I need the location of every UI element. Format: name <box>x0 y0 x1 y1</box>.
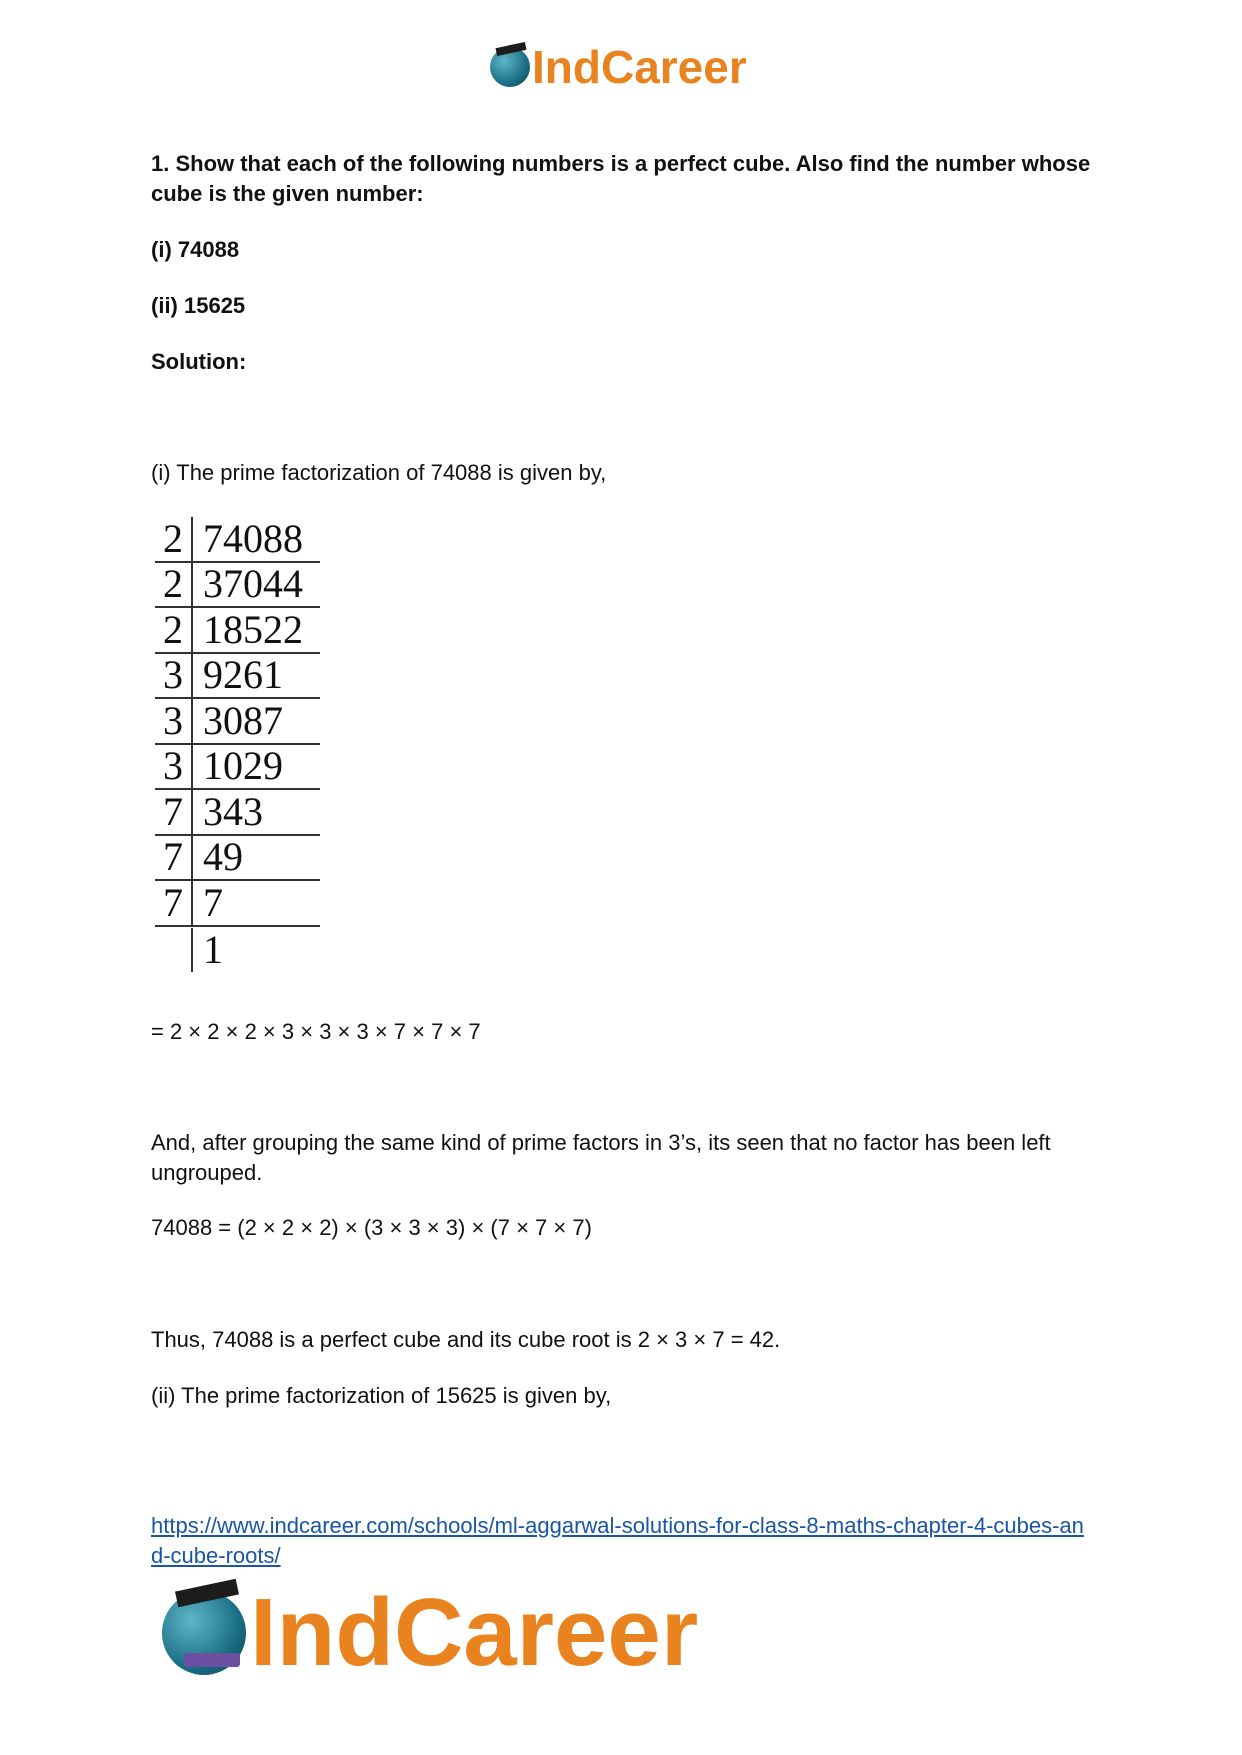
factor-row <box>155 927 320 973</box>
solution-label: Solution: <box>151 349 247 374</box>
factor-value: 37044 <box>191 562 320 608</box>
factor-row <box>155 517 320 563</box>
factor-product: = 2 × 2 × 2 × 3 × 3 × 3 × 7 × 7 × 7 <box>151 1019 481 1044</box>
graduation-cap-icon <box>175 1579 239 1608</box>
factor-value: 1 <box>191 928 320 972</box>
factor-divisor: 3 <box>155 744 191 790</box>
globe-icon <box>490 47 530 87</box>
factor-value: 1029 <box>191 744 320 790</box>
solution-intro-ii: (ii) The prime factorization of 15625 is given by, <box>151 1383 612 1408</box>
factor-value: 9261 <box>191 653 320 699</box>
factor-row <box>155 836 320 882</box>
grouping-explanation: And, after grouping the same kind of prime factors in 3’s, its seen that no factor has been left ungrouped. <box>151 1130 1051 1185</box>
logo-text: IndCareer <box>532 41 747 93</box>
graduation-cap-icon <box>495 42 526 56</box>
question-title: 1. Show that each of the following numbers is a perfect cube. Also find the number whose cube is the given number: <box>151 151 1091 206</box>
factor-row <box>155 654 320 700</box>
conclusion-i: Thus, 74088 is a perfect cube and its cube root is 2 × 3 × 7 = 42. <box>151 1327 781 1352</box>
factor-divisor: 2 <box>155 562 191 608</box>
factor-value: 74088 <box>191 517 320 563</box>
factor-row <box>155 745 320 791</box>
solution-intro-i: (i) The prime factorization of 74088 is given by, <box>151 460 607 485</box>
factor-row <box>155 699 320 745</box>
factor-divisor: 3 <box>155 653 191 699</box>
factor-value: 49 <box>191 835 320 881</box>
footer-logo-text: IndCareer <box>250 1579 699 1686</box>
factor-value: 343 <box>191 790 320 836</box>
factor-value: 18522 <box>191 608 320 654</box>
factor-divisor: 2 <box>155 517 191 563</box>
factor-row <box>155 608 320 654</box>
factor-divisor: 7 <box>155 790 191 836</box>
factor-divisor: 7 <box>155 881 191 927</box>
factor-row <box>155 790 320 836</box>
globe-icon <box>162 1591 246 1675</box>
factor-value: 7 <box>191 881 320 927</box>
factor-divisor: 3 <box>155 699 191 745</box>
source-link[interactable]: https://www.indcareer.com/schools/ml-aggarwal-solutions-for-class-8-maths-chapter-4-cubes-and-cube-roots/ <box>151 1513 1084 1568</box>
factor-row <box>155 563 320 609</box>
question-part-ii: (ii) 15625 <box>151 293 246 318</box>
grouped-product: 74088 = (2 × 2 × 2) × (3 × 3 × 3) × (7 × 7 × 7) <box>151 1215 592 1240</box>
footer-logo <box>162 1579 699 1686</box>
question-part-i: (i) 74088 <box>151 237 240 262</box>
factor-value: 3087 <box>191 699 320 745</box>
factor-row <box>155 881 320 927</box>
prime-factorization-table <box>155 517 320 972</box>
header-logo <box>490 41 747 93</box>
book-icon <box>184 1653 240 1667</box>
factor-divisor: 2 <box>155 608 191 654</box>
factor-divisor <box>155 928 191 972</box>
factor-divisor: 7 <box>155 835 191 881</box>
